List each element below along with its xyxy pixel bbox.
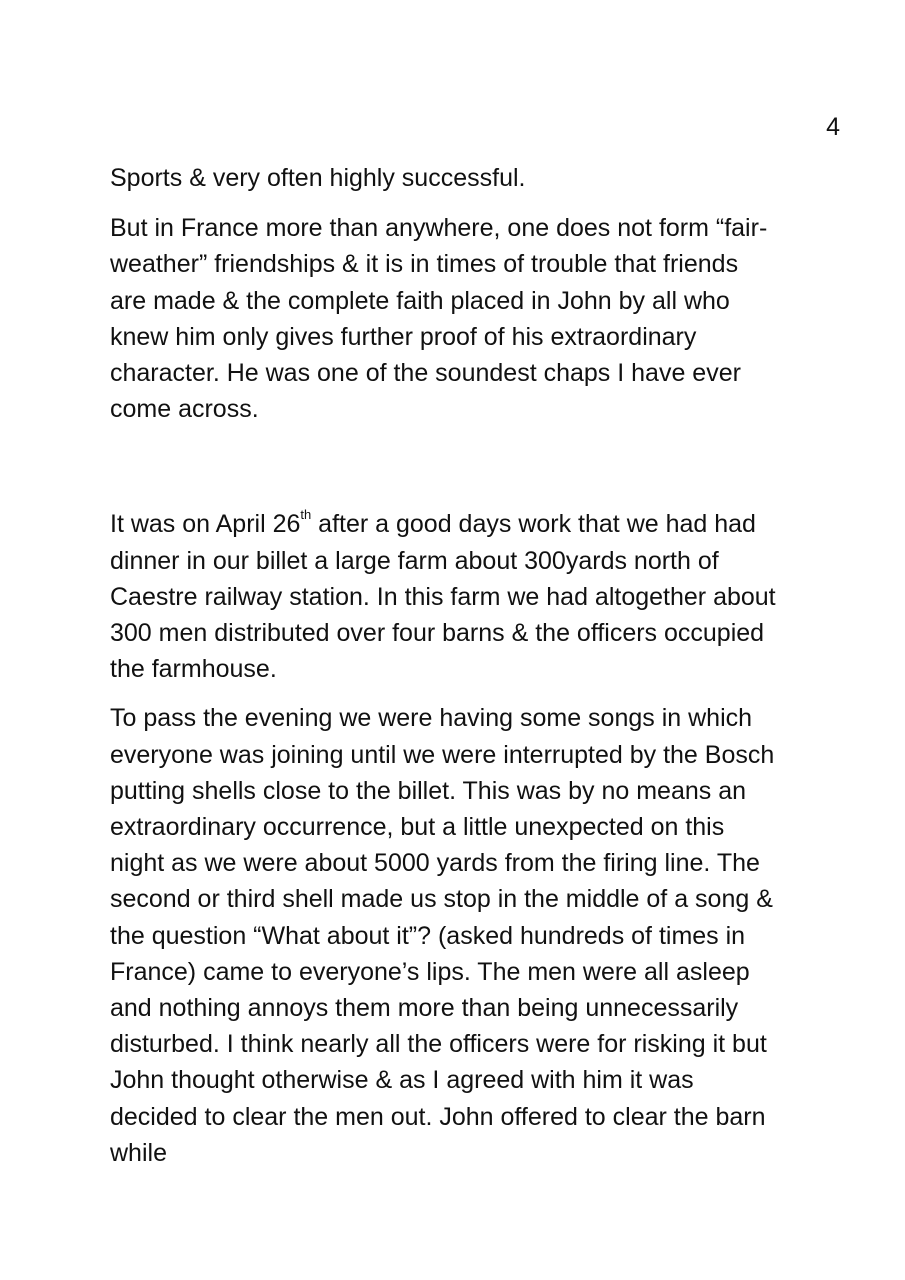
paragraph-sports: Sports & very often highly successful. [110, 164, 526, 192]
paragraph-april-26-rest: after a good days work that we had had dinner in our billet a large farm about 300yards north of Caestre railway station. In this farm we had altogether about 300 men distributed over four barns & the officers occupied the farmhouse. [110, 510, 776, 684]
paragraph-april-26 [110, 506, 855, 687]
paragraph-friendships: But in France more than anywhere, one does not form “fair- weather” friendships & it is in times of trouble that friends are made & the complete faith placed in John by all who knew him only gives further proof of his extraordinary character. He was one of the soundest chaps I have ever come across. [110, 214, 768, 424]
paragraph-evening: To pass the evening we were having some songs in which everyone was joining until we were interrupted by the Bosch putting shells close to the billet. This was by no means an extraordinary occurrence, but a little unexpected on this night as we were about 5000 yards from the firing line. The second or third shell made us stop in the middle of a song & the question “What about it”? (asked hundreds of times in France) came to everyone’s lips. The men were all asleep and nothing annoys them more than being unnecessarily disturbed. I think nearly all the officers were for risking it but John thought otherwise & as I agreed with him it was decided to clear the men out. John offered to clear the barn while [110, 704, 775, 1167]
paragraph-april-26-start: It was on April 26 [110, 510, 301, 539]
page-number: 4 [826, 113, 840, 141]
ordinal-suffix: th [300, 507, 312, 523]
document-body [110, 160, 855, 1171]
